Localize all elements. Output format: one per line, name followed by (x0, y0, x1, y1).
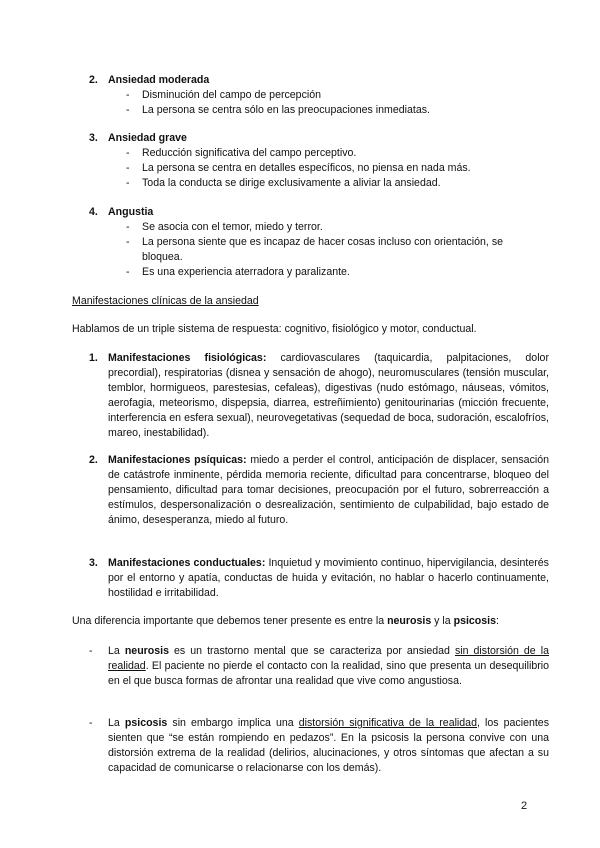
manifestation-label: Manifestaciones fisiológicas: (108, 352, 267, 364)
difference-paragraph: Una diferencia importante que debemos tener presente es entre la neurosis y la psicosis: (72, 615, 499, 627)
manifestation-text: miedo a perder el control, anticipación de displacer, sensación de catástrofe inminente, pérdida memoria reciente, dificultad para concentrarse, bloqueo del pensamiento, dificultad para tomar decisiones, preocupación por el futuro, sobrerreacción a estímulos, despersonalización o desrealización, sentimiento de culpabilidad, bajo estado de ánimo, desesperanza, miedo al futuro. (108, 454, 549, 526)
manifestation-text: Inquietud y movimiento continuo, hipervigilancia, desinterés por el entorno y apatía, conductas de huida y evitación, no hablar o hacerlo continuamente, hostilidad e irritabilidad. (108, 557, 549, 599)
list-item: - Es una experiencia aterradora y paralizante. (126, 266, 350, 278)
anxiety-level-severe (89, 131, 529, 191)
psicosis-paragraph: - La psicosis sin embargo implica una distorsión significativa de la realidad, los pacientes sienten que “se están rompiendo en pedazos”. En la psicosis la persona convive con una distorsión extrema de la realidad (delirios, alucinaciones, y otros síntomas que afectan a su capacidad de comunicarse o relacionarse con los demás). (89, 717, 549, 774)
list-item: - Reducción significativa del campo perceptivo. (126, 147, 357, 159)
list-item: - La persona se centra en detalles específicos, no piensa en nada más. (126, 162, 471, 174)
page-number: 2 (521, 800, 528, 812)
list-title: Angustia (108, 206, 154, 218)
anxiety-level-moderate (89, 73, 529, 118)
manifestation-physiological: 1. Manifestaciones fisiológicas: cardiovasculares (taquicardia, palpitaciones, dolor precordial), respiratorias (disnea y sensación de ahogo), neuromusculares (tensión muscular, temblor, hormigueos, parestesias, cefaleas), digestivas (nudo estómago, náuseas, vómitos, aerofagia, meteorismo, dispepsia, diarrea, estreñimiento) genitourinarias (micción frecuente, interferencia en esfera sexual), neurovegetativas (sequedad de boca, sudoración, escalofríos, mareo, inestabilidad). (89, 352, 549, 439)
list-item: - Se asocia con el temor, miedo y terror. (126, 221, 323, 233)
neurosis-paragraph: - La neurosis es un trastorno mental que se caracteriza por ansiedad sin distorsión de la realidad. El paciente no pierde el contacto con la realidad, sino que presenta un desequilibrio en el que busca formas de afrontar una realidad que vive como angustiosa. (89, 645, 549, 687)
manifestation-behavioral: 3. Manifestaciones conductuales: Inquietud y movimiento continuo, hipervigilancia, desinterés por el entorno y apatía, conductas de huida y evitación, no hablar o hacerlo continuamente, hostilidad e irritabilidad. (89, 557, 549, 599)
list-number: 4. (89, 206, 98, 218)
list-title: Ansiedad moderada (108, 74, 210, 86)
list-number: 2. (89, 74, 98, 86)
list-item: - Toda la conducta se dirige exclusivamente a aliviar la ansiedad. (126, 177, 441, 189)
list-number: 3. (89, 132, 98, 144)
manifestation-psychic: 2. Manifestaciones psíquicas: miedo a perder el control, anticipación de displacer, sensación de catástrofe inminente, pérdida memoria reciente, dificultad para concentrarse, bloqueo del pensamiento, dificultad para tomar decisiones, preocupación por el futuro, sobrerreacción a estímulos, despersonalización o desrealización, sentimiento de culpabilidad, bajo estado de ánimo, desesperanza, miedo al futuro. (89, 454, 549, 526)
list-item: - Disminución del campo de percepción (126, 89, 322, 101)
manifestation-label: Manifestaciones psíquicas: (108, 454, 247, 466)
list-title: Ansiedad grave (108, 132, 187, 144)
intro-paragraph: Hablamos de un triple sistema de respuesta: cognitivo, fisiológico y motor, conductual. (72, 323, 477, 335)
list-item: - La persona siente que es incapaz de hacer cosas incluso con orientación, se bloquea. (126, 236, 504, 263)
section-heading: Manifestaciones clínicas de la ansiedad (72, 295, 259, 307)
list-item: - La persona se centra sólo en las preocupaciones inmediatas. (126, 104, 430, 116)
manifestation-text: cardiovasculares (taquicardia, palpitaciones, dolor precordial), respiratorias (disnea y sensación de ahogo), neuromusculares (tensión muscular, temblor, hormigueos, parestesias, cefaleas), digestivas (nudo estómago, náuseas, vómitos, aerofagia, meteorismo, dispepsia, diarrea, estreñimiento) genitourinarias (micción frecuente, interferencia en esfera sexual), neurovegetativas (sequedad de boca, sudoración, escalofríos, mareo, inestabilidad). (108, 352, 549, 439)
manifestation-label: Manifestaciones conductuales: (108, 557, 266, 569)
anxiety-level-anguish (89, 205, 529, 280)
